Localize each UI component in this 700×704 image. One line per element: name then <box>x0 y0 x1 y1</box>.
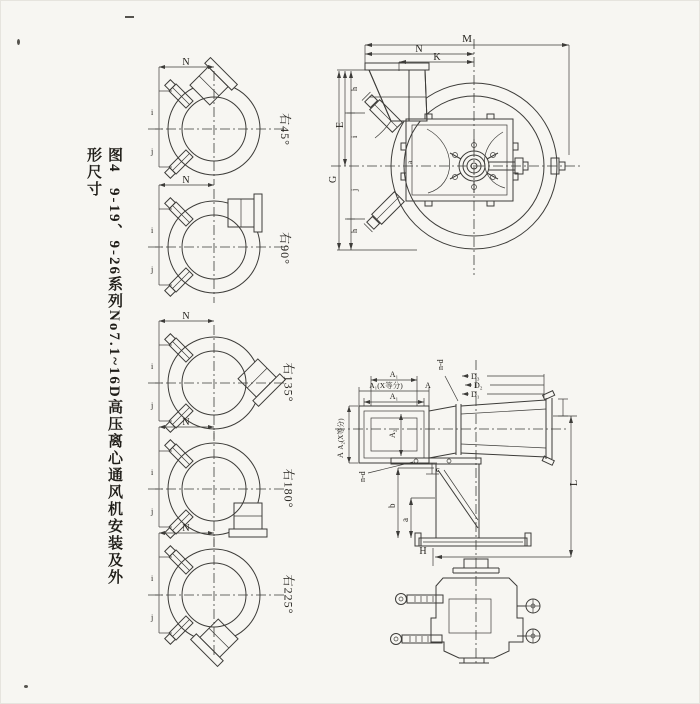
flange-tab-upper <box>164 439 193 468</box>
dim-label-a1-top: A₁ <box>389 370 399 379</box>
flange-tab-lower <box>164 268 193 297</box>
dim-label-l: L <box>569 479 580 486</box>
flange-tab-lower <box>363 192 404 233</box>
dim-label-e: E <box>335 121 346 128</box>
dim-label-n: N <box>182 523 190 534</box>
dim-label-j: j <box>350 188 359 191</box>
dim-label-i: i <box>151 468 154 477</box>
dim-label-j: j <box>151 147 154 156</box>
dim-label-a: a <box>400 518 410 522</box>
dim-label-b: b <box>387 503 397 508</box>
dim-label-j: j <box>151 265 154 274</box>
flange-tab-upper <box>164 545 193 574</box>
outlet-diameter-leaders <box>445 374 544 401</box>
dim-label-a1-pitch: A₁ <box>389 392 399 401</box>
dim-label-j: j <box>151 401 154 410</box>
dim-label-a2: A₂ <box>388 429 397 438</box>
fan-side-view-drawing <box>329 33 601 301</box>
hub-dim-label-a: a <box>406 160 414 164</box>
fan-elevation-drawing <box>331 356 606 671</box>
dim-label-c: c <box>436 465 440 474</box>
dim-label-a-left: A <box>336 452 345 458</box>
dim-label-h: H <box>419 546 427 557</box>
pedestal-dims <box>368 462 435 538</box>
outlet-flange <box>365 63 429 70</box>
motor-mount-frame <box>401 114 518 206</box>
dim-label-j: j <box>151 613 154 622</box>
dim-label-i: i <box>151 226 154 235</box>
dim-note-a1-divisions: A₁(X等分) <box>369 381 403 390</box>
dim-label-h-top: h <box>350 87 359 91</box>
dim-label-k: K <box>433 52 441 63</box>
scan-speck <box>125 16 134 18</box>
dim-label-d2: D₂ <box>474 381 483 390</box>
dim-label-g: G <box>328 175 339 183</box>
orientation-label-135: 右135° <box>281 362 296 403</box>
dim-label-i: i <box>350 135 359 138</box>
dim-label-a-overall: A <box>425 381 431 390</box>
dim-label-j: j <box>151 507 154 516</box>
figure-title <box>83 147 125 597</box>
bolt-note-nd-left: n-d <box>358 471 367 482</box>
fan-orientation-diagram-225 <box>134 525 304 660</box>
dim-label-d1: D₁ <box>471 390 480 399</box>
scan-speck <box>17 39 20 45</box>
dim-label-i: i <box>151 362 154 371</box>
dimension-h <box>433 548 571 566</box>
inlet-flange-dims <box>347 376 439 474</box>
dim-label-n: N <box>415 44 423 55</box>
dim-note-a2-divisions: A₂(X等分) <box>337 418 345 450</box>
dim-label-n: N <box>182 175 190 186</box>
scan-speck <box>24 685 28 688</box>
dim-label-h-bottom: h <box>350 229 359 233</box>
figure-number: 图4 <box>106 147 122 174</box>
dim-label-d3: D₃ <box>471 372 480 381</box>
orientation-label-180: 右180° <box>281 468 296 509</box>
outlet-duct <box>228 194 262 232</box>
dim-label-n: N <box>182 417 190 428</box>
dim-label-i: i <box>151 108 154 117</box>
dim-label-n: N <box>182 311 190 322</box>
dim-label-n: N <box>182 57 190 68</box>
orientation-label-90: 右90° <box>277 232 292 265</box>
figure-caption: 9-19、9-26系列No7.1~16D高压离心通风机安装及外形尺寸 <box>85 147 122 586</box>
dim-label-m: M <box>462 33 472 45</box>
orientation-label-225: 右225° <box>281 574 296 615</box>
bolt-note-nd-top: n-d <box>436 359 445 370</box>
flange-tab-upper <box>164 197 193 226</box>
bearing-base-assembly <box>391 559 541 663</box>
dim-label-i: i <box>151 574 154 583</box>
flange-tab-lower <box>164 616 193 645</box>
flange-tab-upper <box>164 333 193 362</box>
casing-and-cone <box>429 391 555 466</box>
flange-tab-upper <box>164 79 193 108</box>
small-dim-bracket <box>558 399 568 416</box>
orientation-label-45: 右45° <box>277 113 292 146</box>
